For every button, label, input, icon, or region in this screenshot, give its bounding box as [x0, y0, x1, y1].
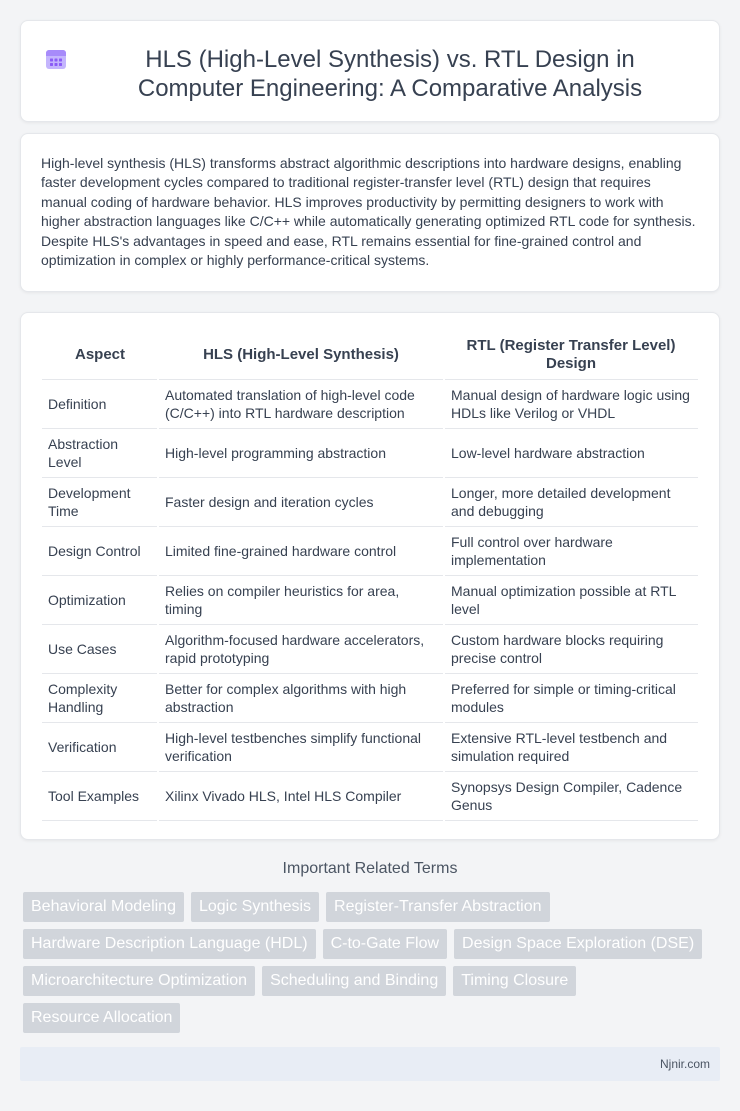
rtl-cell: Extensive RTL-level testbench and simulation required: [444, 723, 698, 772]
intro-card: [20, 133, 720, 292]
related-term-tag[interactable]: Behavioral Modeling: [23, 892, 184, 922]
hls-cell: Better for complex algorithms with high abstraction: [158, 674, 444, 723]
header-hls: HLS (High-Level Synthesis): [158, 331, 444, 380]
table-row: [42, 380, 698, 429]
related-terms-list: [23, 892, 703, 1033]
footer: [20, 1047, 720, 1081]
hls-cell: High-level programming abstraction: [158, 429, 444, 478]
aspect-cell: Design Control: [42, 527, 158, 576]
hls-cell: Faster design and iteration cycles: [158, 478, 444, 527]
rtl-cell: Synopsys Design Compiler, Cadence Genus: [444, 772, 698, 821]
related-term-tag[interactable]: Register-Transfer Abstraction: [326, 892, 549, 922]
hls-cell: Algorithm-focused hardware accelerators, rapid prototyping: [158, 625, 444, 674]
table-row: [42, 576, 698, 625]
aspect-cell: Definition: [42, 380, 158, 429]
table-row: [42, 674, 698, 723]
header-aspect: Aspect: [42, 331, 158, 380]
aspect-cell: Complexity Handling: [42, 674, 158, 723]
table-row: [42, 772, 698, 821]
hls-cell: Limited fine-grained hardware control: [158, 527, 444, 576]
aspect-cell: Use Cases: [42, 625, 158, 674]
rtl-cell: Full control over hardware implementation: [444, 527, 698, 576]
related-term-tag[interactable]: Hardware Description Language (HDL): [23, 929, 316, 959]
aspect-cell: Development Time: [42, 478, 158, 527]
rtl-cell: Preferred for simple or timing-critical modules: [444, 674, 698, 723]
header-card: [20, 20, 720, 122]
aspect-cell: Abstraction Level: [42, 429, 158, 478]
related-term-tag[interactable]: Timing Closure: [453, 966, 576, 996]
hls-cell: Automated translation of high-level code (C/C++) into RTL hardware description: [158, 380, 444, 429]
related-term-tag[interactable]: Resource Allocation: [23, 1003, 180, 1033]
table-row: [42, 527, 698, 576]
aspect-cell: Optimization: [42, 576, 158, 625]
related-term-tag[interactable]: Logic Synthesis: [191, 892, 319, 922]
intro-paragraph: High-level synthesis (HLS) transforms abstract algorithmic descriptions into hardware designs, enabling faster development cycles compared to traditional register-transfer level (RTL) design that requires manual coding of hardware behavior. HLS improves productivity by permitting designers to work with higher abstraction languages like C/C++ while automatically generating optimized RTL code for synthesis. Despite HLS's advantages in speed and ease, RTL remains essential for fine-grained control and optimization in complex or highly performance-critical systems.: [41, 155, 696, 269]
table-row: [42, 625, 698, 674]
table-row: [42, 478, 698, 527]
related-terms-heading: Important Related Terms: [282, 860, 458, 877]
table-row: [42, 429, 698, 478]
page-title: HLS (High-Level Synthesis) vs. RTL Design in Computer Engineering: A Comparative Analysis: [137, 46, 643, 102]
table-header-row: [42, 331, 698, 380]
rtl-cell: Manual optimization possible at RTL level: [444, 576, 698, 625]
hls-cell: Xilinx Vivado HLS, Intel HLS Compiler: [158, 772, 444, 821]
aspect-cell: Verification: [42, 723, 158, 772]
related-term-tag[interactable]: Scheduling and Binding: [262, 966, 446, 996]
related-term-tag[interactable]: Microarchitecture Optimization: [23, 966, 255, 996]
footer-site-link[interactable]: Njnir.com: [659, 1057, 710, 1071]
aspect-cell: Tool Examples: [42, 772, 158, 821]
rtl-cell: Custom hardware blocks requiring precise control: [444, 625, 698, 674]
hls-cell: High-level testbenches simplify functional verification: [158, 723, 444, 772]
comparison-table: [42, 331, 698, 821]
hls-cell: Relies on compiler heuristics for area, timing: [158, 576, 444, 625]
related-term-tag[interactable]: C-to-Gate Flow: [323, 929, 447, 959]
header-rtl: RTL (Register Transfer Level) Design: [444, 331, 698, 380]
comparison-card: [20, 312, 720, 840]
rtl-cell: Manual design of hardware logic using HDLs like Verilog or VHDL: [444, 380, 698, 429]
table-row: [42, 723, 698, 772]
rtl-cell: Low-level hardware abstraction: [444, 429, 698, 478]
rtl-cell: Longer, more detailed development and debugging: [444, 478, 698, 527]
related-term-tag[interactable]: Design Space Exploration (DSE): [454, 929, 702, 959]
